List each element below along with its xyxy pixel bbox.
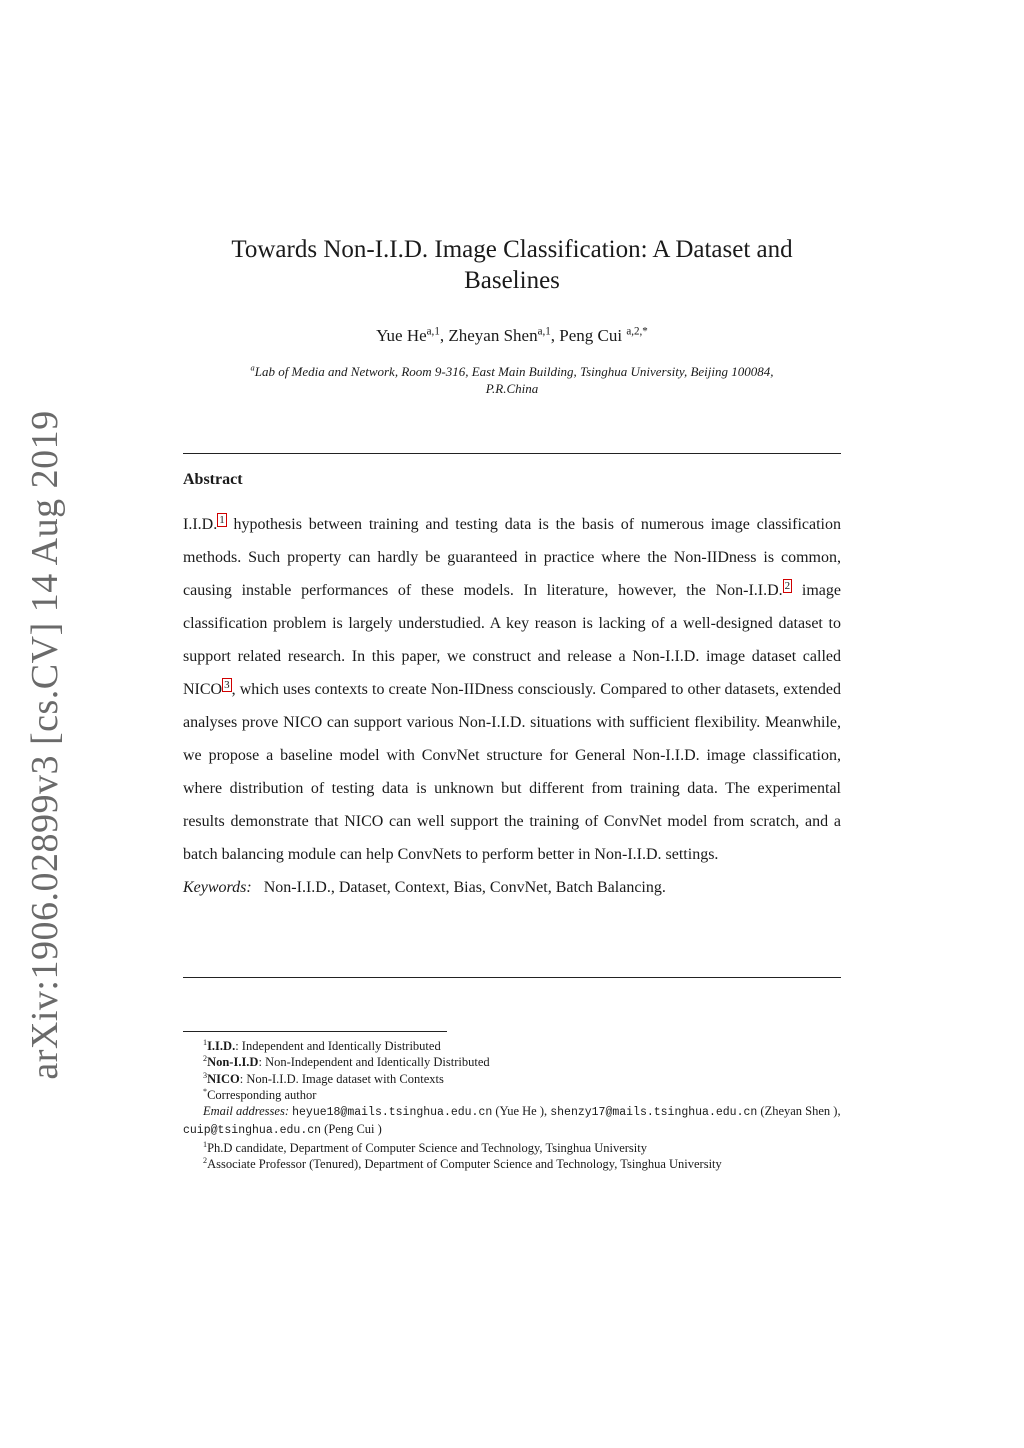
footnote-3: $^3$NICO: Non-I.I.D. Image dataset with Contexts	[203, 1070, 444, 1086]
top-divider	[183, 453, 841, 454]
affiliation-marker: a	[250, 362, 255, 373]
abstract-text: hypothesis between training and testing data is the basis of numerous image classification methods. Such property can hardly be guaranteed in practice where the Non-IIDness is common, causing instable performances of these models. In literature, however, the Non-I.I.D.	[183, 516, 841, 599]
author-superscript: a,2,*	[626, 325, 648, 338]
author-name: Zheyan Shen	[448, 326, 538, 345]
keywords-label: Keywords:	[183, 879, 252, 896]
affiliation	[160, 363, 864, 397]
author-superscript: a,1	[537, 325, 551, 338]
email-link[interactable]: cuip@tsinghua.edu.cn	[183, 1124, 322, 1138]
abstract-body	[183, 508, 841, 904]
title-line-1: Towards Non-I.I.D. Image Classification: A Dataset and	[231, 236, 793, 263]
keywords-line	[183, 871, 841, 904]
abstract-text: , which uses contexts to create Non-IIDness consciously. Compared to other datasets, extended analyses prove NICO can support various Non-I.I.D. situations with sufficient flexibility. Meanwhile, we propose a baseline model with ConvNet structure for General Non-I.I.D. image classification, where distribution of testing data is unknown but different from training data. The experimental results demonstrate that NICO can well support the training of ConvNet model from scratch, and a batch balancing module can help ConvNets to perform better in Non-I.I.D. settings.	[183, 681, 841, 863]
email-link[interactable]: heyue18@mails.tsinghua.edu.cn	[292, 1106, 493, 1120]
author-note-1: $^1$Ph.D candidate, Department of Computer Science and Technology, Tsinghua University	[203, 1139, 647, 1155]
abstract-text: I.I.D.	[183, 516, 218, 533]
email-addresses: Email addresses: heyue18@mails.tsinghua.edu.cn (Yue He ), shenzy17@mails.tsinghua.edu.cn (Zheyan Shen ), cuip@tsinghua.edu.cn (Peng Cui )	[183, 1104, 841, 1138]
footnote-divider	[183, 1031, 447, 1032]
abstract-text: image classification problem is largely understudied. A key reason is lacking of a well-designed dataset to support related research. In this paper, we construct and release a Non-I.I.D. image dataset called NICO	[183, 582, 842, 698]
affiliation-line-2: P.R.China	[485, 381, 539, 396]
footnotes	[183, 1038, 841, 1172]
keywords-list: Non-I.I.D., Dataset, Context, Bias, ConvNet, Batch Balancing.	[263, 879, 666, 896]
author-superscript: a,1	[426, 325, 440, 338]
title-line-2: Baselines	[464, 267, 560, 294]
arxiv-identifier: arXiv:1906.02899v3 [cs.CV] 14 Aug 2019	[24, 410, 66, 1080]
paper-title	[150, 234, 874, 296]
author-list: Yue He$^{a,1}$, Zheyan Shen$^{a,1}$, Peng Cui $^{a,2,*}$	[376, 325, 648, 345]
author-note-2: $^2$Associate Professor (Tenured), Department of Computer Science and Technology, Tsinghua University	[203, 1155, 722, 1172]
email-link[interactable]: shenzy17@mails.tsinghua.edu.cn	[550, 1106, 758, 1120]
author-name: Yue He	[376, 326, 427, 345]
footnote-1: $^1$I.I.D.: Independent and Identically Distributed	[203, 1037, 441, 1053]
affiliation-line-1: Lab of Media and Network, Room 9-316, East Main Building, Tsinghua University, Beijing 100084,	[254, 364, 774, 379]
footnote-link-3[interactable]: 3	[224, 678, 230, 691]
footnote-2: $^2$Non-I.I.D: Non-Independent and Identically Distributed	[203, 1054, 490, 1070]
corresponding-author-note: *Corresponding author	[203, 1086, 317, 1102]
bottom-divider	[183, 977, 841, 978]
author-name: Peng Cui	[559, 326, 623, 345]
abstract-heading: Abstract	[183, 471, 243, 488]
footnote-link-2[interactable]: 2	[784, 579, 791, 592]
footnote-link-1[interactable]: 1	[219, 513, 225, 526]
